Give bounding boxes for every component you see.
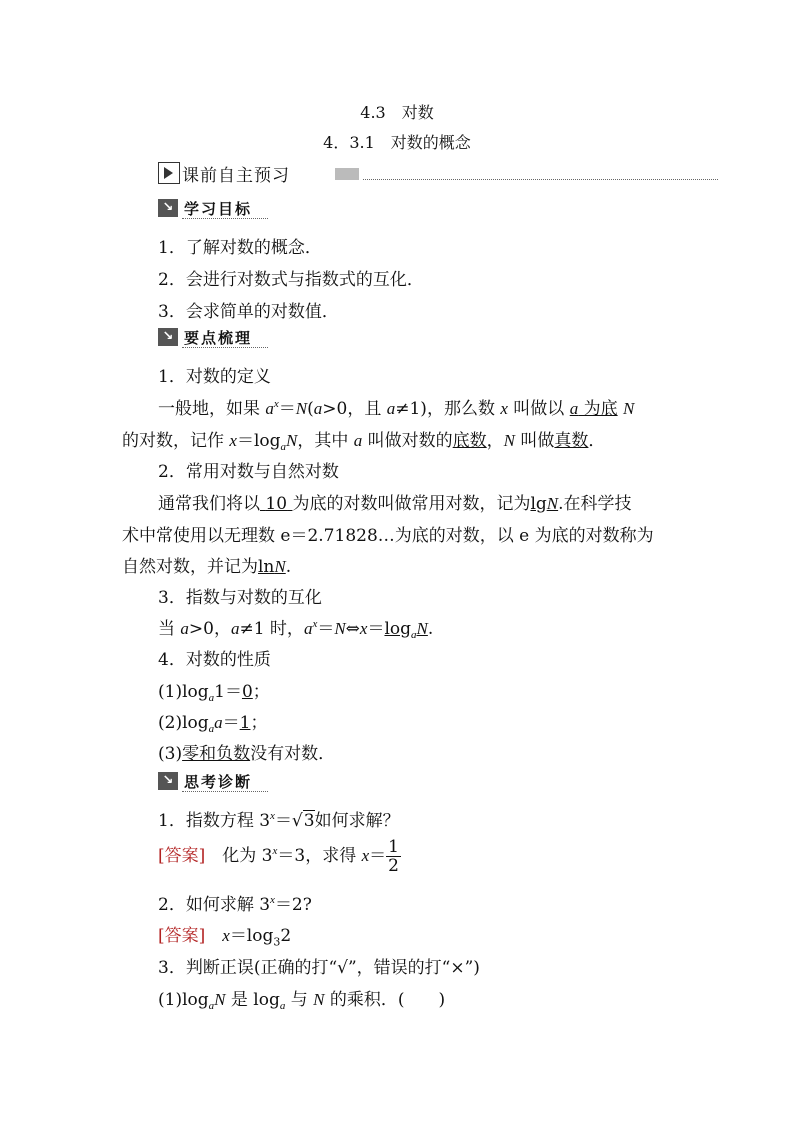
arrow-icon: ↘ xyxy=(158,772,178,790)
text-fragment: ln xyxy=(258,557,275,577)
text-fragment: 10 xyxy=(265,494,288,514)
arrow-icon: ↘ xyxy=(158,328,178,346)
text-fragment: 2．如何求解 3 xyxy=(158,895,271,915)
question-3: 3．判断正误(正确的打“√”，错误的打“×”) xyxy=(158,958,480,978)
property-3 xyxy=(158,739,335,764)
subsection-title: 4．3.1 对数的概念 xyxy=(323,133,471,152)
point-heading: 4．对数的性质 xyxy=(158,650,271,670)
text-fragment: 与 xyxy=(290,990,308,1010)
underlined-value: 0 xyxy=(241,682,253,702)
text-fragment: 没有对数． xyxy=(250,744,336,764)
section-title: 4.3 对数 xyxy=(360,103,434,122)
text-fragment: 通常我们将以 xyxy=(158,494,260,514)
play-icon xyxy=(158,162,180,184)
common-log-line-2: 术中常使用以无理数 e＝2.71828…为底的对数，以 e 为底的对数称为 xyxy=(122,526,654,546)
underlined-value: 1 xyxy=(239,713,251,733)
definition-line-2: 的对数，记作 $x=\log_aN$，其中 a 叫做对数的底数，N 叫做真数． xyxy=(122,431,606,454)
question-3-1: $(1)\log_aN$ 是 $\log_a$ 与 N 的乘积．( ) xyxy=(158,990,446,1013)
underlined-value: 零和负数 xyxy=(182,744,251,764)
text-fragment: (1)log xyxy=(158,990,209,1010)
answer-1: [答案] 化为 $3^x=3$，求得 x＝ $\frac{1}{2}$ xyxy=(158,837,399,876)
text-fragment: 如何求解？ xyxy=(314,811,400,831)
text-fragment: .在科学技 xyxy=(558,494,632,514)
section-label: 思考诊断 xyxy=(184,773,253,791)
text-fragment: lg xyxy=(530,494,547,514)
conversion-line: 当 a>0，a≠1 时，$a^x=N\Leftrightarrow x=\log_aN$. xyxy=(158,618,434,642)
section-rule xyxy=(182,791,268,792)
text-fragment: 自然对数，并记为 xyxy=(122,557,258,577)
text-fragment: 1．指数方程 3 xyxy=(158,811,271,831)
question-2: 2．如何求解 $3^x=2$? xyxy=(158,894,312,915)
banner-label: 课前自主预习 xyxy=(182,166,290,186)
goal-item: 3．会求简单的对数值． xyxy=(158,302,339,322)
section-rule xyxy=(182,347,268,348)
banner-rule xyxy=(363,179,718,180)
goal-item: 1．了解对数的概念． xyxy=(158,238,322,258)
section-label: 学习目标 xyxy=(184,200,253,218)
answer-label: [答案] xyxy=(158,926,206,946)
arrow-icon: ↘ xyxy=(158,199,178,217)
underlined-value: lgN xyxy=(530,494,559,514)
property-1: $(1)\log_a1=0$； xyxy=(158,682,270,705)
point-heading: 2．常用对数与自然对数 xyxy=(158,462,339,482)
underlined-value: lnN xyxy=(258,557,286,577)
text-fragment: ＝log xyxy=(229,926,274,946)
definition-line-1: 一般地，如果 $a^x=N(a>0$，且 a≠1)，那么数 x 叫做以 a 为底 N xyxy=(158,398,635,419)
text-fragment: (3) xyxy=(158,744,183,764)
common-log-line-3: 自然对数，并记为lnN. xyxy=(122,557,292,577)
property-2: $(2)\log_aa=1$； xyxy=(158,713,268,736)
answer-label: [答案] xyxy=(158,846,206,866)
preview-banner xyxy=(158,162,718,184)
section-label: 要点梳理 xyxy=(184,329,253,347)
text-fragment: 的乘积．( ) xyxy=(329,990,446,1010)
text-fragment: 化为 3 xyxy=(222,846,273,866)
fraction: $\frac{1}{2}$ xyxy=(388,837,399,876)
point-heading: 1．对数的定义 xyxy=(158,367,271,387)
text-fragment: ＝2? xyxy=(274,895,312,915)
goal-item: 2．会进行对数式与指数式的互化． xyxy=(158,270,424,290)
section-rule xyxy=(182,218,268,219)
text-fragment: 是 log xyxy=(230,990,280,1010)
common-log-line-1 xyxy=(158,489,632,514)
point-heading: 3．指数与对数的互化 xyxy=(158,588,322,608)
text-fragment: ＝3，求得 xyxy=(277,846,357,866)
banner-block xyxy=(335,168,359,180)
text-fragment: 为底的对数叫做常用对数，记为 xyxy=(292,494,531,514)
underlined-value xyxy=(260,494,292,514)
question-1: 1．指数方程 $3^x=√3$如何求解？ xyxy=(158,810,400,831)
answer-2: [答案] $x=\log_32$ xyxy=(158,926,292,949)
